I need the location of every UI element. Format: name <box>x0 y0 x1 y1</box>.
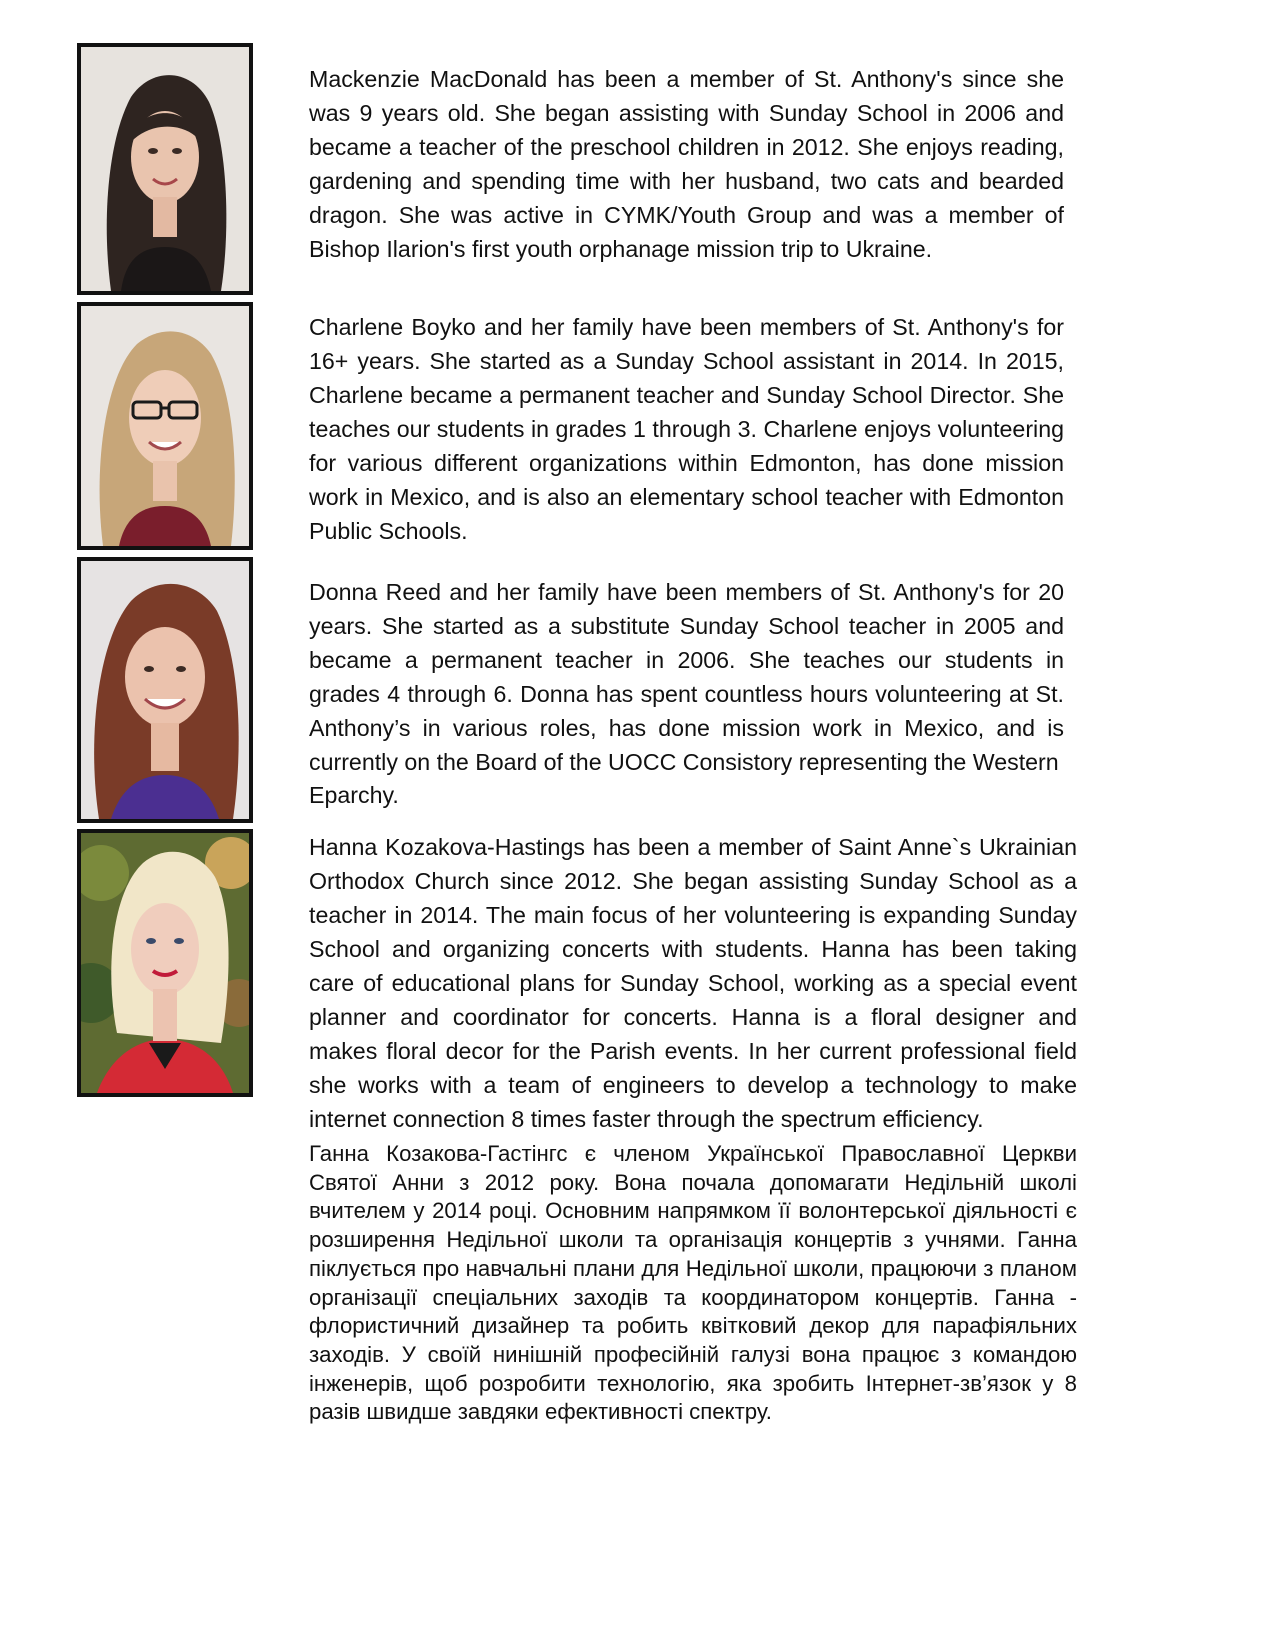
bio-mackenzie: Mackenzie MacDonald has been a member of St. Anthony's since she was 9 years old. She began assisting with Sunday School in 2006 and became a teacher of the preschool children in 2012. She enjoys reading, gardening and spending time with her husband, two cats and bearded dragon. She was active in CYMK/Youth Group and was a member of Bishop Ilarion's first youth orphanage mission trip to Ukraine. <box>309 66 1064 262</box>
portrait-photo-donna <box>77 557 253 823</box>
portrait-photo-hanna <box>77 829 253 1097</box>
bio-donna-continued: Eparchy. <box>309 782 399 808</box>
portrait-photo-charlene <box>77 302 253 550</box>
portrait-photo-mackenzie <box>77 43 253 295</box>
bio-donna: Donna Reed and her family have been members of St. Anthony's for 20 years. She started as a substitute Sunday School teacher in 2005 and became a permanent teacher in 2006. She teaches our students in grades 4 through 6. Donna has spent countless hours volunteering at St. Anthony’s in various roles, has done mission work in Mexico, and is currently on the Board of the UOCC Consistory representing the Western <box>309 579 1064 775</box>
bio-hanna-ukrainian: Ганна Козакова-Гастінгс є членом Української Православної Церкви Святої Анни з 2012 року. Вона почала допомагати Недільній школі вчителем у 2014 році. Основним напрямком її волонтерської діяльності є розширення Недільної школи та організація концертів з учнями. Ганна піклується про навчальні плани для Недільної школи, працюючи з планом організації спеціальних заходів та координатором концертів. Ганна - флористичний дизайнер та робить квітковий декор для парафіяльних заходів. У своїй нинішній професійній галузі вона працює з командою інженерів, щоб розробити технологію, яка зробить Інтернет-зв’язок у 8 разів швидше завдяки ефективності спектру. <box>309 1141 1077 1425</box>
bio-hanna: Hanna Kozakova-Hastings has been a member of Saint Anne`s Ukrainian Orthodox Church since 2012. She began assisting Sunday School as a teacher in 2014. The main focus of her volunteering is expanding Sunday School and organizing concerts with students. Hanna has been taking care of educational plans for Sunday School, working as a special event planner and coordinator for concerts. Hanna is a floral designer and makes floral decor for the Parish events. In her current professional field she works with a team of engineers to develop a technology to make internet connection 8 times faster through the spectrum efficiency. <box>309 834 1077 1132</box>
bio-charlene: Charlene Boyko and her family have been members of St. Anthony's for 16+ years. She started as a Sunday School assistant in 2014. In 2015, Charlene became a permanent teacher and Sunday School Director. She teaches our students in grades 1 through 3. Charlene enjoys volunteering for various different organizations within Edmonton, has done mission work in Mexico, and is also an elementary school teacher with Edmonton Public Schools. <box>309 314 1064 544</box>
